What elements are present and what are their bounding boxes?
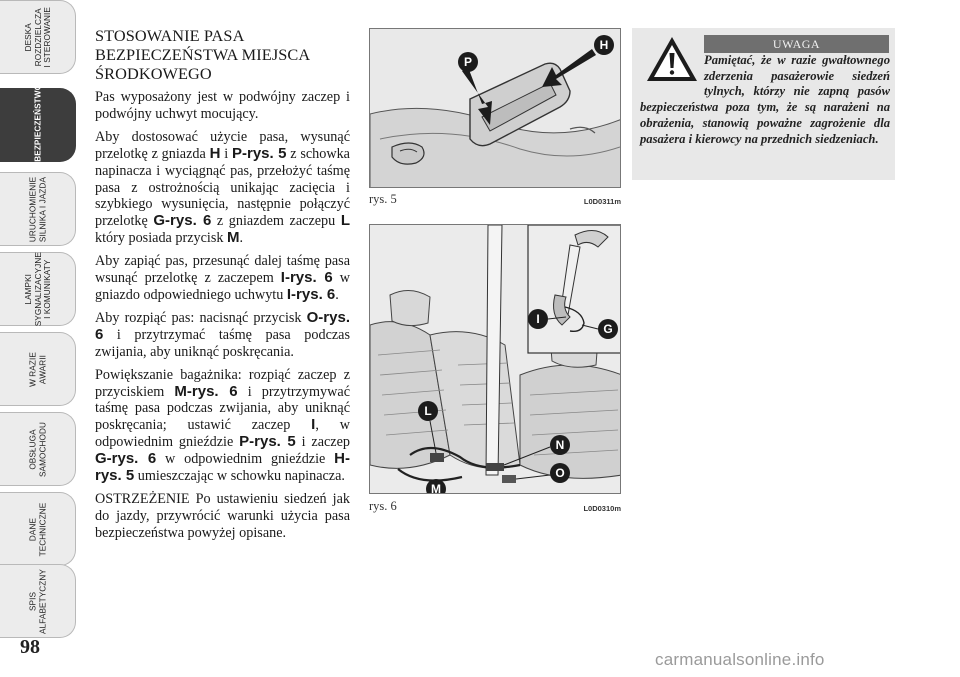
tab-safety[interactable]	[0, 84, 76, 162]
svg-text:G: G	[603, 322, 613, 336]
paragraph-text: Pas wyposażony jest w podwójny zaczep i podwójny uchwyt mocujący.	[95, 89, 350, 122]
paragraph-text: i zaczep	[295, 434, 350, 451]
body-paragraph	[95, 89, 350, 123]
paragraph-text: .	[239, 230, 244, 247]
svg-text:O: O	[555, 466, 565, 480]
reference-label: G-rys. 6	[153, 212, 212, 230]
callout-n	[550, 435, 570, 455]
reference-label: O-rys. 6	[95, 308, 350, 343]
tab-warning-lights[interactable]	[0, 252, 76, 326]
paragraph-text: i przytrzymać taśmę pasa podczas zwijania, aby uniknąć poskręcania.	[95, 326, 350, 360]
paragraph-text: Aby rozpiąć pas: nacisnąć przycisk	[95, 309, 307, 326]
center-seatbelt-drawing	[370, 225, 621, 494]
paragraph-text: , w odpowiednim gnieździe	[95, 417, 350, 451]
paragraph-text: z schowka napinacza i wyciągnąć pas, przełożyć taśmę pasa z ostrożnością unikając zacięcia i szybkiego wysunięcia, następnie połączyć przelotkę	[95, 145, 350, 230]
callout-h	[594, 35, 614, 55]
reference-label: H-rys. 5	[95, 450, 350, 485]
callout-g	[598, 319, 618, 339]
tab-label: SPIS ALFABETYCZNY	[28, 568, 47, 634]
tab-label: LAMPKI SYGNALIZACYJNE I KOMUNIKATY	[23, 251, 52, 326]
seatbelt-storage-drawing	[370, 29, 621, 188]
section-body	[95, 89, 350, 542]
watermark: carmanualsonline.info	[655, 650, 825, 669]
tab-emergency[interactable]	[0, 332, 76, 406]
callout-l	[418, 401, 438, 421]
tab-dashboard-controls[interactable]	[0, 0, 76, 74]
paragraph-text: Aby zapiąć pas, przesunąć dalej taśmę pasa wsunąć przelotkę z zaczepem	[95, 253, 350, 287]
paragraph-text: i	[220, 145, 232, 162]
paragraph-text: który posiada przycisk	[95, 230, 227, 247]
warning-title: UWAGA	[704, 35, 889, 53]
reference-label: L	[340, 212, 350, 230]
paragraph-text: w gniazdo odpowiedniego uchwytu	[95, 270, 350, 303]
paragraph-text: Powiększanie bagażnika: rozpiąć zaczep z przyciskiem	[95, 366, 350, 400]
tab-label: OBSŁUGA SAMOCHODU	[28, 421, 47, 477]
svg-text:P: P	[463, 55, 473, 69]
tab-label: W RAZIE AWARII	[28, 351, 47, 387]
section-heading: STOSOWANIE PASA BEZPIECZEŃSTWA MIEJSCA ŚRODKOWEGO	[95, 26, 310, 83]
body-paragraph	[95, 491, 350, 542]
svg-text:L: L	[424, 404, 432, 418]
figure-5-label: rys. 5	[369, 192, 397, 206]
svg-text:I: I	[536, 312, 540, 326]
reference-label: I-rys. 6	[280, 269, 333, 287]
figure-5-code: L0D0311m	[583, 197, 621, 206]
figure-6-code: L0D0310m	[583, 504, 621, 513]
paragraph-text: umieszczając w schowku napinacza.	[134, 468, 345, 485]
chapter-tab-strip	[0, 0, 78, 640]
figure-5-caption	[369, 192, 621, 208]
tab-starting-driving[interactable]	[0, 172, 76, 246]
reference-label: M	[227, 229, 240, 247]
svg-text:H: H	[599, 38, 609, 52]
figure-6-label: rys. 6	[369, 499, 397, 513]
text-column	[95, 26, 350, 548]
paragraph-text: z gniazdem zaczepu	[211, 213, 341, 230]
reference-label: P-rys. 5	[231, 144, 287, 162]
tab-label: URUCHOMIENIE SILNIKA I JAZDA	[28, 176, 47, 242]
body-paragraph	[95, 129, 350, 247]
figure-6-illustration	[369, 224, 621, 494]
reference-label: M-rys. 6	[174, 382, 238, 400]
callout-i	[528, 309, 548, 329]
callout-p	[458, 52, 478, 72]
reference-label: G-rys. 6	[95, 450, 157, 468]
reference-label: H	[209, 144, 221, 162]
page-number: 98	[20, 636, 40, 658]
paragraph-text: w odpowiednim gnieździe	[156, 451, 335, 468]
body-paragraph	[95, 367, 350, 485]
warning-text: Pamiętać, że w razie gwałtownego zderzenia pasażerowie siedzeń tylnych, którzy nie zapną pasów bezpieczeństwa poza tym, że są narażeni na obrażenia, stanowią poważne zagrożenie dla pasażera i kierowcy na przednich siedzeniach.	[640, 53, 890, 146]
figure-5-illustration	[369, 28, 621, 188]
svg-text:N: N	[555, 438, 565, 452]
tab-index[interactable]	[0, 564, 76, 638]
body-paragraph	[95, 253, 350, 304]
reference-label: I-rys. 6	[286, 285, 336, 303]
warning-box	[632, 28, 895, 180]
tab-maintenance[interactable]	[0, 412, 76, 486]
body-paragraph	[95, 310, 350, 361]
paragraph-text: .	[335, 286, 339, 303]
callout-o	[550, 463, 570, 483]
paragraph-text: Aby dostosować użycie pasa, wysunąć przelotkę z gniazda	[95, 128, 350, 162]
reference-label: I	[311, 416, 316, 434]
reference-label: P-rys. 5	[239, 433, 296, 451]
tab-label: DANE TECHNICZNE	[28, 502, 47, 556]
tab-technical-data[interactable]	[0, 492, 76, 566]
tab-label: BEZPIECZEŃSTWO	[32, 84, 42, 162]
tab-label: DESKA ROZDZIELCZA I STEROWANIE	[23, 6, 52, 68]
svg-text:M: M	[431, 482, 441, 494]
figure-6-caption	[369, 499, 621, 515]
paragraph-text: OSTRZEŻENIE Po ustawieniu siedzeń jak do jazdy, przywrócić warunki użycia pasa bezpieczeństwa powyżej opisane.	[95, 490, 350, 541]
paragraph-text: i przytrzymywać taśmę pasa podczas zwijania, aby uniknąć poskręcania; ustawić zaczep	[95, 383, 350, 434]
